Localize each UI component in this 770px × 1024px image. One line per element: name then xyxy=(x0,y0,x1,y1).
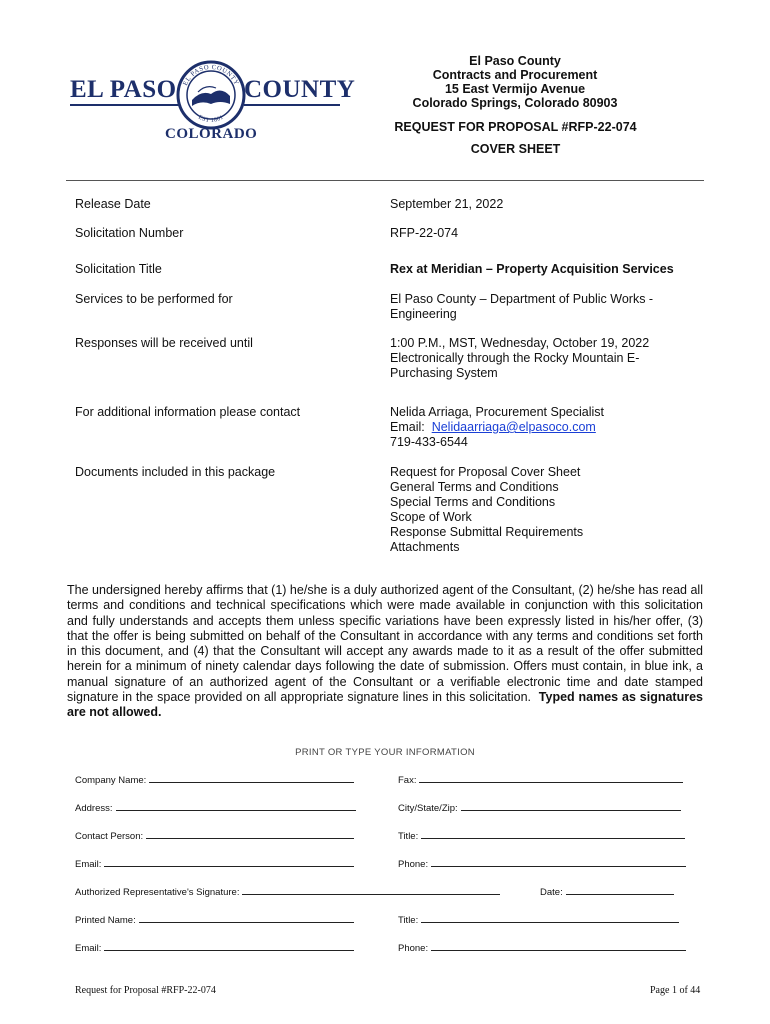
affirmation-text: The undersigned hereby affirms that (1) he/she is a duly authorized agent of the Consultant, (2) he/she has read all terms and conditions and technical specifications which were made available in conjunction with this solicitation and fully understands and accepts them unless specific variations have been expressly listed in his/her offer, (3) that the offer is being submitted on behalf of the Consultant in accordance with any terms and conditions set forth in this document, and (4) that the Consultant will accept any awards made to it as a result of the offer submitted herein for a minimum of ninety calendar days following the date of submission. Offers must contain, in blue ink, a manual signature of an authorized agent of the Consultant or a verifiable electronic time and date stamped signature in the space provided on all appropriate signature lines in this solicitation. xyxy=(67,583,703,705)
contact-label: For additional information please contact xyxy=(75,405,301,419)
responses-label: Responses will be received until xyxy=(75,336,253,350)
phone-label: Phone: xyxy=(398,859,429,870)
title-label: Title: xyxy=(398,831,419,842)
header-city: Colorado Springs, Colorado 80903 xyxy=(412,96,618,110)
seal-bottom-text: EST 1861 xyxy=(197,114,225,125)
email-field-2[interactable] xyxy=(75,941,354,954)
county-seal xyxy=(176,60,246,130)
logo-state: COLORADO xyxy=(165,126,258,142)
seal-icon xyxy=(176,60,246,130)
date-field[interactable] xyxy=(540,885,674,898)
signature-field[interactable] xyxy=(75,885,500,898)
contact-person-field[interactable] xyxy=(75,829,354,842)
footer-page-number: Page 1 of 44 xyxy=(650,985,701,996)
city-state-zip-field[interactable] xyxy=(398,801,681,814)
document-item: Attachments xyxy=(390,540,460,554)
address-field[interactable] xyxy=(75,801,356,814)
header-dept: Contracts and Procurement xyxy=(432,68,598,82)
city-state-zip-label: City/State/Zip: xyxy=(398,803,458,814)
affirmation-paragraph xyxy=(67,583,703,721)
form-title: PRINT OR TYPE YOUR INFORMATION xyxy=(295,747,475,758)
contact-person-label: Contact Person: xyxy=(75,831,144,842)
logo-word-left: EL PASO xyxy=(70,76,177,103)
signature-label: Authorized Representative's Signature: xyxy=(75,887,240,898)
phone-label-2: Phone: xyxy=(398,943,429,954)
rfp-title: REQUEST FOR PROPOSAL #RFP-22-074 xyxy=(394,120,637,134)
document-item: Response Submittal Requirements xyxy=(390,525,584,539)
phone-field[interactable] xyxy=(398,857,686,870)
company-name-label: Company Name: xyxy=(75,775,147,786)
responses-value-3: Purchasing System xyxy=(390,366,498,380)
services-value-1: El Paso County – Department of Public Works - xyxy=(390,292,654,306)
document-item: Scope of Work xyxy=(390,510,472,524)
contact-email-link[interactable]: Nelidaarriaga@elpasoco.com xyxy=(431,420,596,434)
header-org: El Paso County xyxy=(469,54,561,68)
responses-value-1: 1:00 P.M., MST, Wednesday, October 19, 2022 xyxy=(390,336,650,350)
fax-field[interactable] xyxy=(398,773,683,786)
logo-word-right: COUNTY xyxy=(244,76,356,103)
logo-underline-right xyxy=(244,104,340,106)
printed-name-field[interactable] xyxy=(75,913,354,926)
services-label: Services to be performed for xyxy=(75,292,233,306)
title-field[interactable] xyxy=(398,829,685,842)
responses-value-2: Electronically through the Rocky Mountain E- xyxy=(390,351,640,365)
release-date-value: September 21, 2022 xyxy=(390,197,504,211)
documents-label: Documents included in this package xyxy=(75,465,276,479)
solicitation-number-value: RFP-22-074 xyxy=(390,226,459,240)
email-label: Email: xyxy=(75,859,102,870)
header-street: 15 East Vermijo Avenue xyxy=(444,82,586,96)
contact-name: Nelida Arriaga, Procurement Specialist xyxy=(390,405,604,419)
email-field[interactable] xyxy=(75,857,354,870)
fax-label: Fax: xyxy=(398,775,417,786)
solicitation-title-label: Solicitation Title xyxy=(75,262,162,276)
logo-underline-left xyxy=(70,104,180,106)
footer-left: Request for Proposal #RFP-22-074 xyxy=(75,985,216,996)
date-label: Date: xyxy=(540,887,563,898)
document-item: General Terms and Conditions xyxy=(390,480,559,494)
title-label-2: Title: xyxy=(398,915,419,926)
document-item: Special Terms and Conditions xyxy=(390,495,556,509)
document-item: Request for Proposal Cover Sheet xyxy=(390,465,581,479)
affirmation-bold: Typed names as signatures are not allowed. xyxy=(67,690,703,720)
solicitation-title-value: Rex at Meridian – Property Acquisition Services xyxy=(390,262,674,276)
title-field-2[interactable] xyxy=(398,913,679,926)
phone-field-2[interactable] xyxy=(398,941,686,954)
solicitation-number-label: Solicitation Number xyxy=(75,226,184,240)
contact-email-row xyxy=(390,420,596,435)
company-name-field[interactable] xyxy=(75,773,354,786)
services-value-2: Engineering xyxy=(390,307,457,321)
email-label-2: Email: xyxy=(75,943,102,954)
header-divider xyxy=(66,180,704,181)
cover-sheet-title: COVER SHEET xyxy=(470,142,561,156)
contact-email-label: Email: xyxy=(390,420,425,434)
release-date-label: Release Date xyxy=(75,197,151,211)
contact-phone: 719-433-6544 xyxy=(390,435,468,449)
seal-top-text: EL PASO COUNTY xyxy=(182,63,240,87)
printed-name-label: Printed Name: xyxy=(75,915,136,926)
address-label: Address: xyxy=(75,803,113,814)
